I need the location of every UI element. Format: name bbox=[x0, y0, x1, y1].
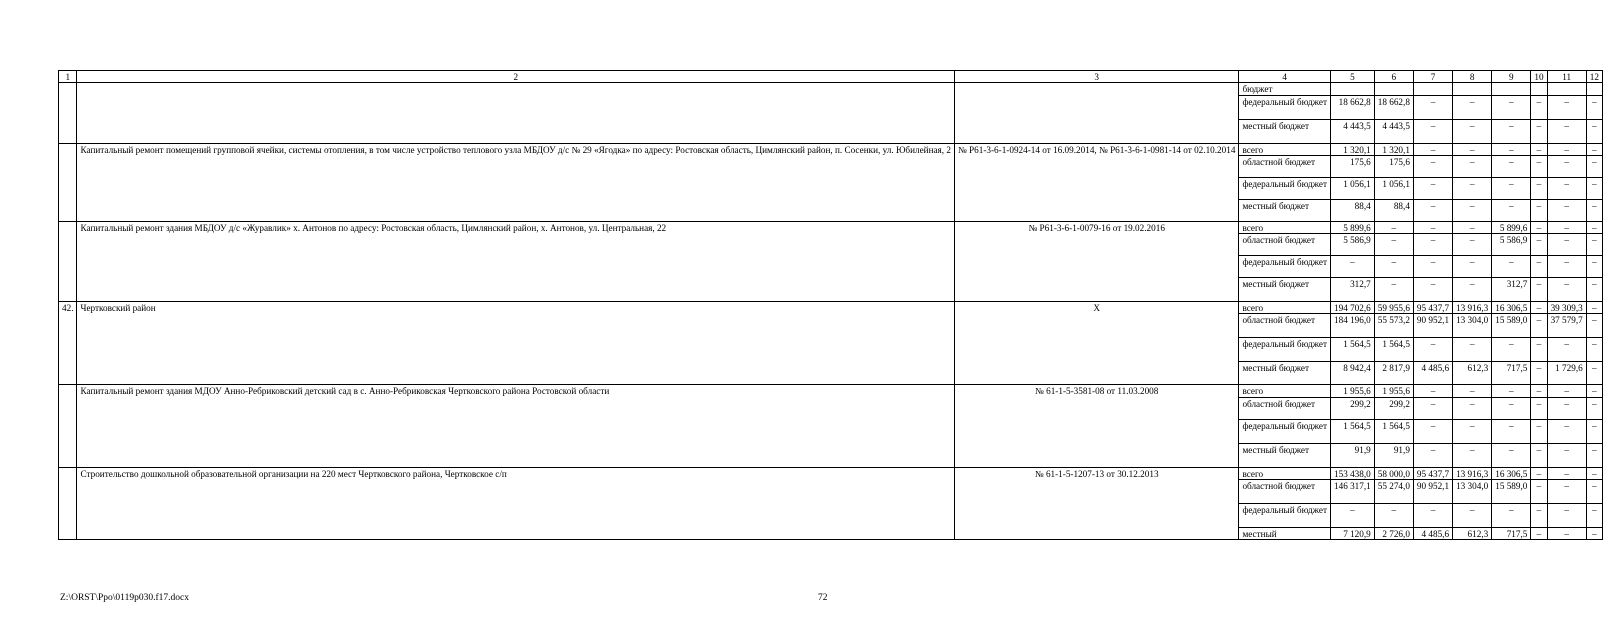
funding-source: бюджет bbox=[1239, 83, 1331, 95]
amount-cell: 15 589,0 bbox=[1492, 480, 1531, 504]
amount-cell: – bbox=[1547, 95, 1586, 119]
amount-cell: – bbox=[1531, 155, 1547, 177]
amount-cell: – bbox=[1492, 119, 1531, 143]
amount-cell: – bbox=[1531, 528, 1547, 540]
amount-cell: 312,7 bbox=[1331, 278, 1375, 302]
amount-cell: 146 317,1 bbox=[1331, 480, 1375, 504]
amount-cell: – bbox=[1547, 528, 1586, 540]
amount-cell: 5 586,9 bbox=[1492, 234, 1531, 256]
funding-source: всего bbox=[1239, 302, 1331, 314]
amount-cell: – bbox=[1492, 443, 1531, 467]
document-number bbox=[954, 83, 1238, 143]
funding-source: областной бюджет bbox=[1239, 314, 1331, 338]
amount-cell: 184 196,0 bbox=[1331, 314, 1375, 338]
amount-cell: – bbox=[1453, 504, 1492, 528]
funding-source: областной бюджет bbox=[1239, 480, 1331, 504]
amount-cell: – bbox=[1531, 467, 1547, 479]
funding-source: всего bbox=[1239, 467, 1331, 479]
amount-cell: – bbox=[1331, 504, 1375, 528]
amount-cell: – bbox=[1492, 199, 1531, 221]
amount-cell: 4 485,6 bbox=[1413, 528, 1452, 540]
amount-cell: – bbox=[1531, 362, 1547, 385]
amount-cell: 16 306,5 bbox=[1492, 467, 1531, 479]
amount-cell bbox=[1374, 83, 1413, 95]
amount-cell: 91,9 bbox=[1331, 443, 1375, 467]
amount-cell: – bbox=[1547, 177, 1586, 199]
funding-source: местный бюджет bbox=[1239, 362, 1331, 385]
amount-cell: 13 304,0 bbox=[1453, 314, 1492, 338]
amount-cell: 194 702,6 bbox=[1331, 302, 1375, 314]
amount-cell: – bbox=[1453, 234, 1492, 256]
amount-cell: 1 564,5 bbox=[1331, 419, 1375, 443]
amount-cell: – bbox=[1586, 302, 1602, 314]
amount-cell: – bbox=[1531, 143, 1547, 155]
amount-cell: – bbox=[1547, 119, 1586, 143]
amount-cell: 1 320,1 bbox=[1374, 143, 1413, 155]
amount-cell: – bbox=[1547, 234, 1586, 256]
table-row bbox=[59, 221, 1603, 233]
amount-cell: – bbox=[1413, 234, 1452, 256]
amount-cell bbox=[1492, 83, 1531, 95]
funding-source: федеральный бюджет bbox=[1239, 256, 1331, 278]
amount-cell: 175,6 bbox=[1374, 155, 1413, 177]
header-col-2: 2 bbox=[77, 71, 955, 83]
amount-cell: 37 579,7 bbox=[1547, 314, 1586, 338]
document-number: Х bbox=[954, 302, 1238, 385]
amount-cell: – bbox=[1413, 397, 1452, 419]
amount-cell: 95 437,7 bbox=[1413, 302, 1452, 314]
amount-cell: – bbox=[1413, 177, 1452, 199]
amount-cell: – bbox=[1453, 419, 1492, 443]
object-name bbox=[77, 83, 955, 143]
document-number: № Р61-3-6-1-0079-16 от 19.02.2016 bbox=[954, 221, 1238, 301]
funding-source: федеральный бюджет bbox=[1239, 177, 1331, 199]
amount-cell: – bbox=[1586, 143, 1602, 155]
amount-cell: – bbox=[1586, 419, 1602, 443]
amount-cell: – bbox=[1413, 221, 1452, 233]
amount-cell: – bbox=[1413, 143, 1452, 155]
amount-cell: 39 309,3 bbox=[1547, 302, 1586, 314]
funding-source: всего bbox=[1239, 143, 1331, 155]
funding-source: местный бюджет bbox=[1239, 199, 1331, 221]
page-number: 72 bbox=[818, 593, 828, 603]
amount-cell: 58 000,0 bbox=[1374, 467, 1413, 479]
header-col-9: 9 bbox=[1492, 71, 1531, 83]
amount-cell: 299,2 bbox=[1374, 397, 1413, 419]
document-number: № 61-1-5-1207-13 от 30.12.2013 bbox=[954, 467, 1238, 540]
amount-cell: – bbox=[1586, 362, 1602, 385]
amount-cell: – bbox=[1492, 397, 1531, 419]
amount-cell: – bbox=[1453, 95, 1492, 119]
funding-source: всего bbox=[1239, 221, 1331, 233]
funding-source: областной бюджет bbox=[1239, 234, 1331, 256]
amount-cell: 5 899,6 bbox=[1331, 221, 1375, 233]
funding-source: местный bbox=[1239, 528, 1331, 540]
amount-cell: 55 573,2 bbox=[1374, 314, 1413, 338]
amount-cell bbox=[1453, 83, 1492, 95]
amount-cell: – bbox=[1331, 256, 1375, 278]
amount-cell: – bbox=[1492, 385, 1531, 397]
object-name: Чертковский район bbox=[77, 302, 955, 385]
table-row bbox=[59, 385, 1603, 397]
amount-cell: – bbox=[1586, 385, 1602, 397]
amount-cell: – bbox=[1413, 119, 1452, 143]
amount-cell: – bbox=[1453, 143, 1492, 155]
row-number bbox=[59, 385, 77, 467]
object-name: Строительство дошкольной образовательной организации на 220 мест Чертковского района, Чертковское с/п bbox=[77, 467, 955, 540]
amount-cell: 13 916,3 bbox=[1453, 467, 1492, 479]
amount-cell: 1 564,5 bbox=[1331, 338, 1375, 362]
amount-cell: – bbox=[1547, 480, 1586, 504]
amount-cell: – bbox=[1413, 278, 1452, 302]
amount-cell: – bbox=[1413, 443, 1452, 467]
amount-cell: 1 955,6 bbox=[1331, 385, 1375, 397]
amount-cell: – bbox=[1453, 278, 1492, 302]
amount-cell: – bbox=[1492, 504, 1531, 528]
header-col-1: 1 bbox=[59, 71, 77, 83]
amount-cell: – bbox=[1453, 397, 1492, 419]
amount-cell: – bbox=[1531, 480, 1547, 504]
funding-source: областной бюджет bbox=[1239, 397, 1331, 419]
amount-cell: 312,7 bbox=[1492, 278, 1531, 302]
amount-cell: – bbox=[1547, 278, 1586, 302]
funding-source: областной бюджет bbox=[1239, 155, 1331, 177]
amount-cell bbox=[1547, 83, 1586, 95]
amount-cell: – bbox=[1453, 221, 1492, 233]
amount-cell: – bbox=[1531, 302, 1547, 314]
amount-cell: – bbox=[1453, 385, 1492, 397]
amount-cell bbox=[1331, 83, 1375, 95]
amount-cell: – bbox=[1531, 419, 1547, 443]
amount-cell: 1 056,1 bbox=[1374, 177, 1413, 199]
header-col-5: 5 bbox=[1331, 71, 1375, 83]
header-col-4: 4 bbox=[1239, 71, 1331, 83]
amount-cell: – bbox=[1531, 504, 1547, 528]
amount-cell: – bbox=[1374, 256, 1413, 278]
amount-cell: – bbox=[1492, 419, 1531, 443]
amount-cell: – bbox=[1413, 256, 1452, 278]
amount-cell: – bbox=[1531, 338, 1547, 362]
amount-cell: – bbox=[1547, 504, 1586, 528]
amount-cell: 4 443,5 bbox=[1374, 119, 1413, 143]
header-col-11: 11 bbox=[1547, 71, 1586, 83]
amount-cell: 612,3 bbox=[1453, 362, 1492, 385]
amount-cell: 55 274,0 bbox=[1374, 480, 1413, 504]
amount-cell bbox=[1413, 83, 1452, 95]
amount-cell: – bbox=[1586, 443, 1602, 467]
row-number bbox=[59, 221, 77, 301]
amount-cell: – bbox=[1586, 278, 1602, 302]
amount-cell: – bbox=[1492, 95, 1531, 119]
amount-cell: – bbox=[1586, 95, 1602, 119]
amount-cell: 5 899,6 bbox=[1492, 221, 1531, 233]
amount-cell: – bbox=[1586, 504, 1602, 528]
funding-source: местный бюджет bbox=[1239, 278, 1331, 302]
amount-cell: – bbox=[1453, 119, 1492, 143]
amount-cell: – bbox=[1531, 278, 1547, 302]
row-number bbox=[59, 83, 77, 143]
amount-cell: – bbox=[1547, 143, 1586, 155]
amount-cell: – bbox=[1531, 119, 1547, 143]
amount-cell: – bbox=[1547, 155, 1586, 177]
amount-cell: – bbox=[1531, 177, 1547, 199]
document-number: № 61-1-5-3581-08 от 11.03.2008 bbox=[954, 385, 1238, 467]
amount-cell: – bbox=[1492, 256, 1531, 278]
funding-source: федеральный бюджет bbox=[1239, 419, 1331, 443]
amount-cell: – bbox=[1413, 338, 1452, 362]
amount-cell: 18 662,8 bbox=[1374, 95, 1413, 119]
amount-cell: 7 120,9 bbox=[1331, 528, 1375, 540]
amount-cell: – bbox=[1492, 177, 1531, 199]
amount-cell: 299,2 bbox=[1331, 397, 1375, 419]
amount-cell: 1 564,5 bbox=[1374, 338, 1413, 362]
amount-cell: 95 437,7 bbox=[1413, 467, 1452, 479]
funding-source: федеральный бюджет bbox=[1239, 338, 1331, 362]
amount-cell: – bbox=[1453, 256, 1492, 278]
amount-cell: 13 304,0 bbox=[1453, 480, 1492, 504]
amount-cell: – bbox=[1531, 443, 1547, 467]
amount-cell bbox=[1586, 83, 1602, 95]
amount-cell: 90 952,1 bbox=[1413, 480, 1452, 504]
header-col-7: 7 bbox=[1413, 71, 1452, 83]
funding-source: федеральный бюджет bbox=[1239, 95, 1331, 119]
amount-cell: – bbox=[1547, 443, 1586, 467]
amount-cell: – bbox=[1586, 177, 1602, 199]
amount-cell: 18 662,8 bbox=[1331, 95, 1375, 119]
amount-cell: – bbox=[1531, 397, 1547, 419]
object-name: Капитальный ремонт здания МДОУ Анно-Ребриковский детский сад в с. Анно-Ребриковская Чертковского района Ростовской области bbox=[77, 385, 955, 467]
table-row bbox=[59, 467, 1603, 479]
amount-cell: 717,5 bbox=[1492, 362, 1531, 385]
amount-cell: 13 916,3 bbox=[1453, 302, 1492, 314]
header-col-10: 10 bbox=[1531, 71, 1547, 83]
amount-cell: – bbox=[1374, 234, 1413, 256]
amount-cell: – bbox=[1531, 385, 1547, 397]
amount-cell: – bbox=[1547, 199, 1586, 221]
document-number: № Р61-3-6-1-0924-14 от 16.09.2014, № Р61-3-6-1-0981-14 от 02.10.2014 bbox=[954, 143, 1238, 221]
amount-cell: 1 320,1 bbox=[1331, 143, 1375, 155]
amount-cell: 1 955,6 bbox=[1374, 385, 1413, 397]
amount-cell: 4 485,6 bbox=[1413, 362, 1452, 385]
amount-cell: – bbox=[1492, 143, 1531, 155]
amount-cell: 88,4 bbox=[1374, 199, 1413, 221]
amount-cell: – bbox=[1547, 338, 1586, 362]
amount-cell: 153 438,0 bbox=[1331, 467, 1375, 479]
amount-cell: 91,9 bbox=[1374, 443, 1413, 467]
amount-cell: 612,3 bbox=[1453, 528, 1492, 540]
amount-cell: 59 955,6 bbox=[1374, 302, 1413, 314]
amount-cell: 1 056,1 bbox=[1331, 177, 1375, 199]
amount-cell: – bbox=[1531, 314, 1547, 338]
file-path: Z:\ORST\Ppo\0119p030.f17.docx bbox=[60, 593, 189, 603]
amount-cell: – bbox=[1413, 385, 1452, 397]
amount-cell: 8 942,4 bbox=[1331, 362, 1375, 385]
amount-cell: – bbox=[1586, 119, 1602, 143]
header-col-6: 6 bbox=[1374, 71, 1413, 83]
amount-cell: – bbox=[1586, 480, 1602, 504]
amount-cell: – bbox=[1453, 177, 1492, 199]
table-row bbox=[59, 83, 1603, 95]
funding-source: федеральный бюджет bbox=[1239, 504, 1331, 528]
amount-cell: – bbox=[1547, 467, 1586, 479]
amount-cell: – bbox=[1586, 467, 1602, 479]
row-number bbox=[59, 467, 77, 540]
amount-cell: – bbox=[1413, 419, 1452, 443]
header-col-8: 8 bbox=[1453, 71, 1492, 83]
amount-cell: – bbox=[1492, 338, 1531, 362]
amount-cell: – bbox=[1586, 314, 1602, 338]
amount-cell: – bbox=[1374, 221, 1413, 233]
amount-cell: – bbox=[1586, 256, 1602, 278]
amount-cell: – bbox=[1586, 234, 1602, 256]
amount-cell: – bbox=[1531, 221, 1547, 233]
header-row bbox=[59, 71, 1603, 83]
amount-cell: – bbox=[1531, 95, 1547, 119]
amount-cell: – bbox=[1586, 199, 1602, 221]
amount-cell: – bbox=[1586, 397, 1602, 419]
amount-cell: 5 586,9 bbox=[1331, 234, 1375, 256]
amount-cell: – bbox=[1413, 504, 1452, 528]
funding-source: местный бюджет bbox=[1239, 443, 1331, 467]
amount-cell: 1 729,6 bbox=[1547, 362, 1586, 385]
header-col-12: 12 bbox=[1586, 71, 1602, 83]
amount-cell: 175,6 bbox=[1331, 155, 1375, 177]
amount-cell: – bbox=[1531, 199, 1547, 221]
amount-cell: – bbox=[1453, 443, 1492, 467]
amount-cell: – bbox=[1453, 199, 1492, 221]
budget-table bbox=[58, 70, 1603, 540]
amount-cell: – bbox=[1547, 397, 1586, 419]
amount-cell: – bbox=[1374, 278, 1413, 302]
amount-cell: – bbox=[1453, 155, 1492, 177]
amount-cell: – bbox=[1586, 221, 1602, 233]
amount-cell bbox=[1531, 83, 1547, 95]
table-row bbox=[59, 143, 1603, 155]
table-row bbox=[59, 302, 1603, 314]
amount-cell: – bbox=[1531, 234, 1547, 256]
amount-cell: – bbox=[1531, 256, 1547, 278]
amount-cell: – bbox=[1413, 155, 1452, 177]
amount-cell: – bbox=[1547, 419, 1586, 443]
amount-cell: 15 589,0 bbox=[1492, 314, 1531, 338]
amount-cell: – bbox=[1586, 338, 1602, 362]
amount-cell: 16 306,5 bbox=[1492, 302, 1531, 314]
amount-cell: – bbox=[1547, 385, 1586, 397]
funding-source: местный бюджет bbox=[1239, 119, 1331, 143]
amount-cell: – bbox=[1492, 155, 1531, 177]
amount-cell: 88,4 bbox=[1331, 199, 1375, 221]
amount-cell: – bbox=[1453, 338, 1492, 362]
amount-cell: 4 443,5 bbox=[1331, 119, 1375, 143]
amount-cell: – bbox=[1413, 199, 1452, 221]
header-col-3: 3 bbox=[954, 71, 1238, 83]
amount-cell: – bbox=[1547, 221, 1586, 233]
amount-cell: 2 817,9 bbox=[1374, 362, 1413, 385]
funding-source: всего bbox=[1239, 385, 1331, 397]
row-number bbox=[59, 143, 77, 221]
amount-cell: – bbox=[1374, 504, 1413, 528]
amount-cell: 717,5 bbox=[1492, 528, 1531, 540]
amount-cell: 1 564,5 bbox=[1374, 419, 1413, 443]
object-name: Капитальный ремонт помещений групповой ячейки, системы отопления, в том числе устройство теплового узла МБДОУ д/с № 29 «Ягодка» по адресу: Ростовская область, Цимлянский район, п. Сосенки, ул. Юбилейная, 2 bbox=[77, 143, 955, 221]
amount-cell: 90 952,1 bbox=[1413, 314, 1452, 338]
object-name: Капитальный ремонт здания МБДОУ д/с «Журавлик» х. Антонов по адресу: Ростовская область, Цимлянский район, х. Антонов, ул. Центральная, 22 bbox=[77, 221, 955, 301]
amount-cell: – bbox=[1586, 155, 1602, 177]
row-number: 42. bbox=[59, 302, 77, 385]
amount-cell: – bbox=[1547, 256, 1586, 278]
amount-cell: – bbox=[1413, 95, 1452, 119]
amount-cell: – bbox=[1586, 528, 1602, 540]
amount-cell: 2 726,0 bbox=[1374, 528, 1413, 540]
